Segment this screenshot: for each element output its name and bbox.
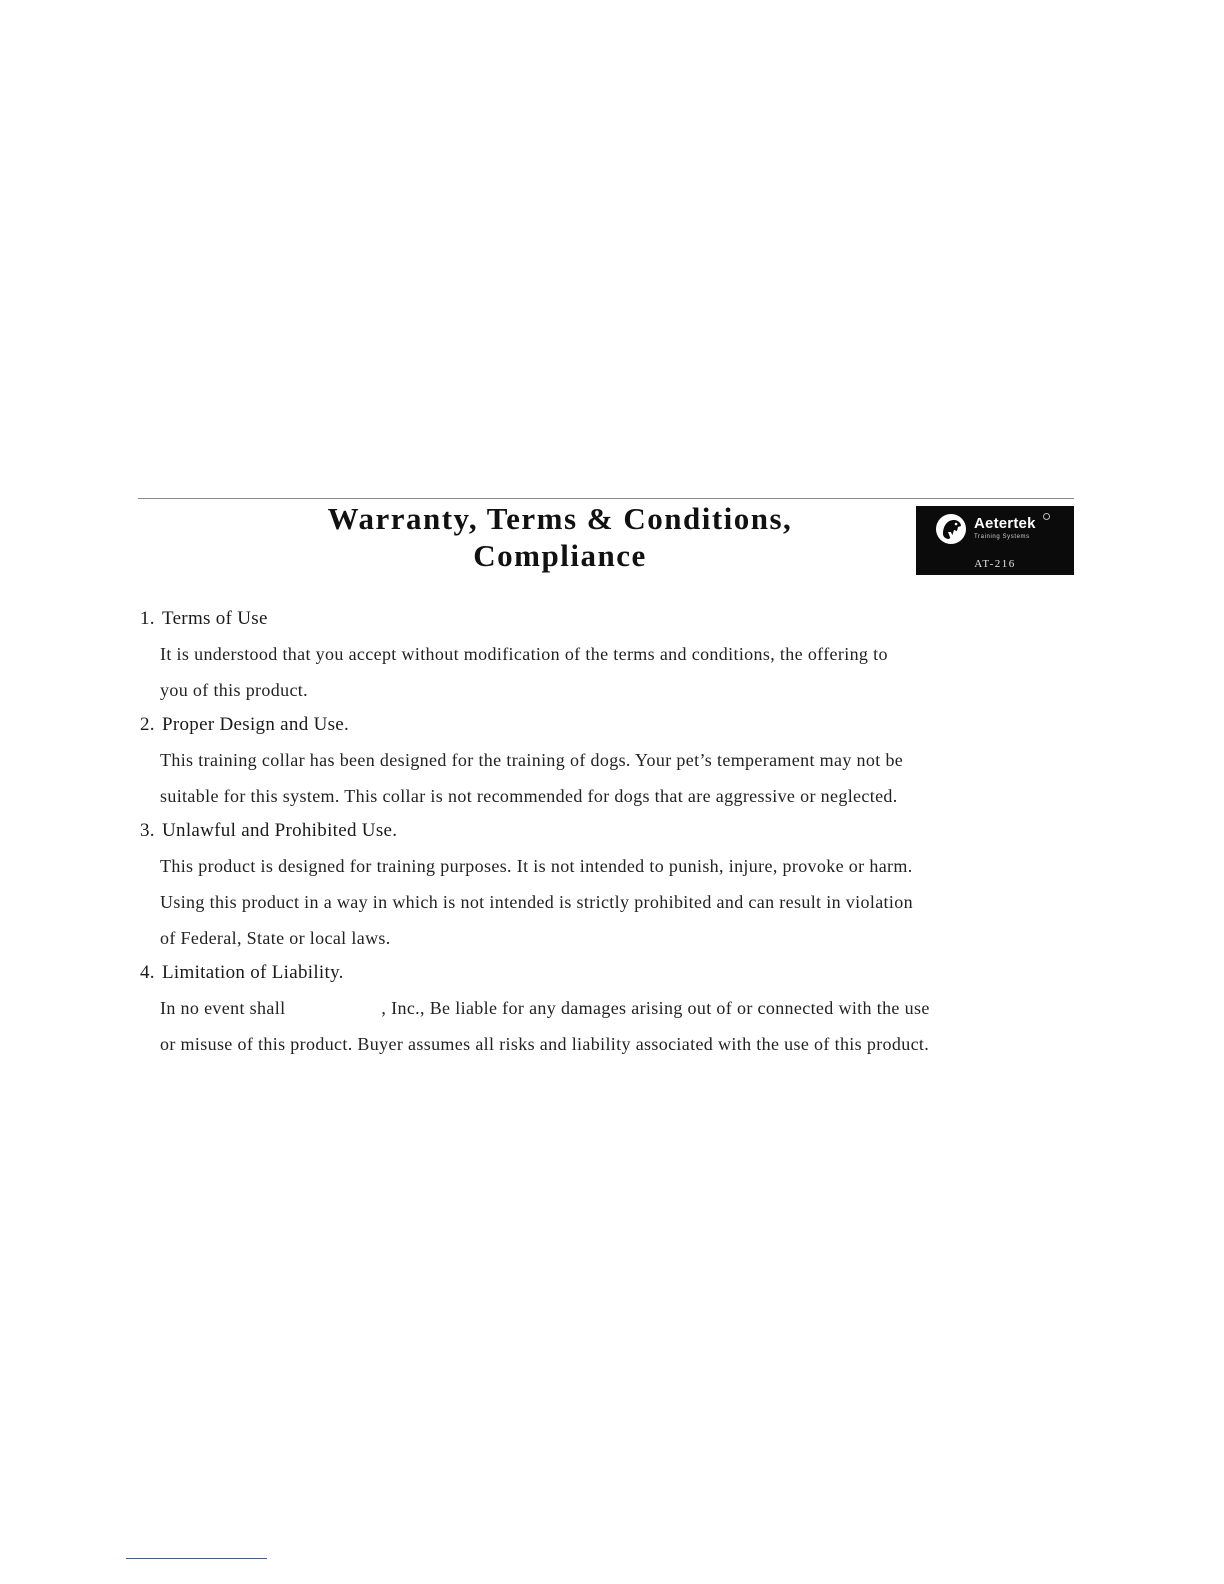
title-line-2: Compliance <box>473 538 647 573</box>
section-title: Unlawful and Prohibited Use. <box>162 820 398 841</box>
section-heading <box>140 602 1080 636</box>
paragraph-line: This product is designed for training purposes. It is not intended to punish, injure, provoke or harm. <box>160 856 913 876</box>
paragraph-line: Using this product in a way in which is not intended is strictly prohibited and can result in violation <box>160 892 913 912</box>
section-title: Limitation of Liability. <box>162 962 344 983</box>
brand-name: Aetertek <box>974 515 1036 532</box>
header-divider <box>138 498 1074 499</box>
section-heading <box>140 956 1080 990</box>
section-number: 2. <box>140 714 155 735</box>
title-line-1: Warranty, Terms & Conditions, <box>327 501 793 536</box>
page-title <box>250 500 870 574</box>
section-number: 3. <box>140 820 155 841</box>
section-unlawful-use <box>140 814 1080 956</box>
section-heading <box>140 814 1080 848</box>
dog-head-logo-icon <box>934 512 968 546</box>
section-number: 4. <box>140 962 155 983</box>
paragraph-line: or misuse of this product. Buyer assumes all risks and liability associated with the use of this product. <box>160 1034 930 1054</box>
section-limitation-of-liability <box>140 956 1080 1062</box>
section-title: Terms of Use <box>162 608 268 629</box>
paragraph-line <box>140 990 1080 1026</box>
section-terms-of-use <box>140 602 1080 708</box>
section-number: 1. <box>140 608 155 629</box>
paragraph-line: of Federal, State or local laws. <box>160 928 391 948</box>
section-proper-design <box>140 708 1080 814</box>
footnote-divider <box>126 1558 267 1559</box>
paragraph-line: suitable for this system. This collar is not recommended for dogs that are aggressive or neglected. <box>160 786 898 806</box>
liability-text-end: , Inc., Be liable for any damages arising out of or connected with the use <box>381 998 930 1018</box>
registered-mark-icon <box>1043 513 1050 520</box>
brand-logo <box>916 506 1074 575</box>
liability-text-start: In no event shall <box>160 998 286 1018</box>
terms-body <box>140 602 1080 1062</box>
brand-tagline: Training Systems <box>974 534 1030 540</box>
paragraph-line: you of this product. <box>160 680 308 700</box>
section-heading <box>140 708 1080 742</box>
model-number: AT-216 <box>974 558 1016 570</box>
paragraph-line: This training collar has been designed for the training of dogs. Your pet’s temperament may not be <box>160 750 904 770</box>
section-title: Proper Design and Use. <box>162 714 350 735</box>
paragraph-line: It is understood that you accept without modification of the terms and conditions, the offering to <box>160 644 888 664</box>
